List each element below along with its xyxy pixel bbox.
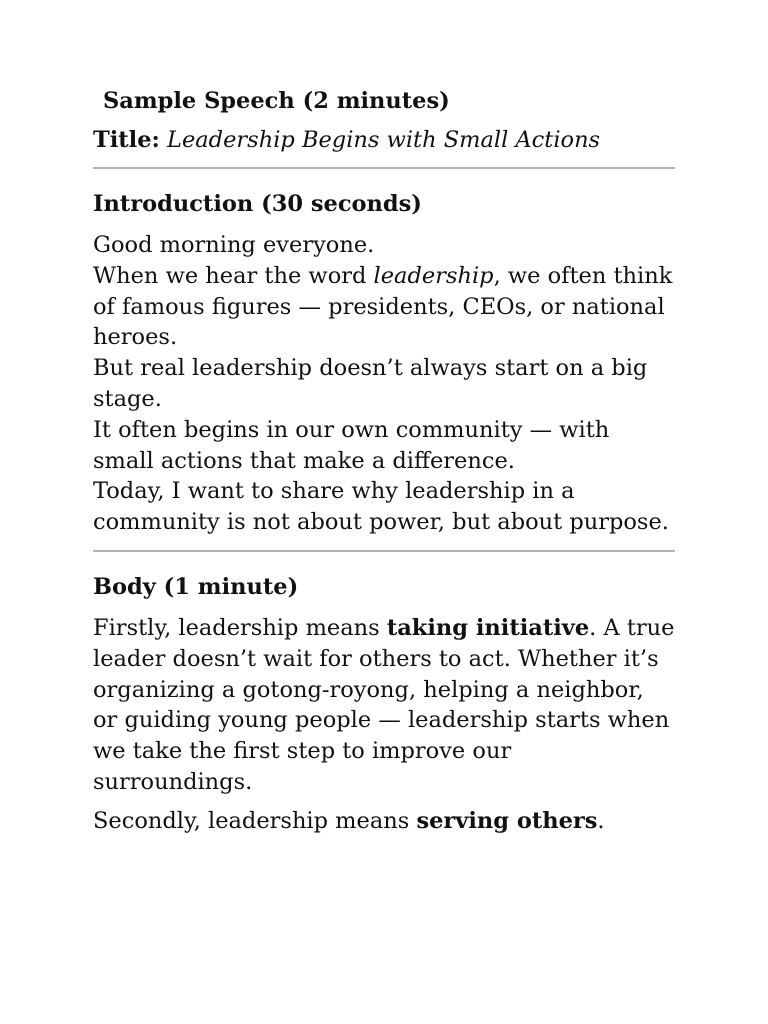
title-label: Title:: [93, 127, 160, 153]
intro-line-2: When we hear the word: [93, 262, 374, 289]
body-heading: Body (1 minute): [93, 573, 299, 600]
intro-line-3: But real leadership doesn’t always start on a big stage.: [93, 355, 648, 412]
body-p1-start: Firstly, leadership means: [93, 614, 387, 641]
body-p1-rest: . A true leader doesn’t wait for others to act. Whether it’s organizing a gotong-royong, helping a neighbor, or guiding young people — leadership starts when we take the first step to improve our surroundings.: [93, 614, 675, 795]
speech-title: [93, 125, 675, 155]
divider: [93, 550, 675, 552]
intro-line-4: It often begins in our own community — with small actions that make a difference.: [93, 416, 610, 474]
intro-line-1: Good morning everyone.: [93, 232, 375, 258]
body-paragraph-2: [93, 806, 675, 837]
introduction-heading: Introduction (30 seconds): [93, 191, 422, 217]
introduction-paragraph: [93, 230, 675, 538]
divider: [93, 167, 675, 169]
body-p2-bold: serving others: [416, 807, 598, 834]
intro-emphasis: leadership: [373, 262, 494, 289]
body-paragraph-1: [93, 613, 675, 798]
intro-line-2-rest: , we often think of famous figures — presidents, CEOs, or national heroes.: [93, 262, 673, 351]
title-value: Leadership Begins with Small Actions: [167, 127, 601, 153]
intro-line-5: Today, I want to share why leadership in a community is not about power, but about purpose.: [93, 478, 669, 536]
speech-heading: Sample Speech (2 minutes): [103, 88, 450, 114]
document: [93, 86, 675, 837]
body-p2-start: Secondly, leadership means: [93, 807, 417, 834]
body-p2-rest: .: [597, 807, 605, 834]
body-p1-bold: taking initiative: [386, 614, 590, 641]
